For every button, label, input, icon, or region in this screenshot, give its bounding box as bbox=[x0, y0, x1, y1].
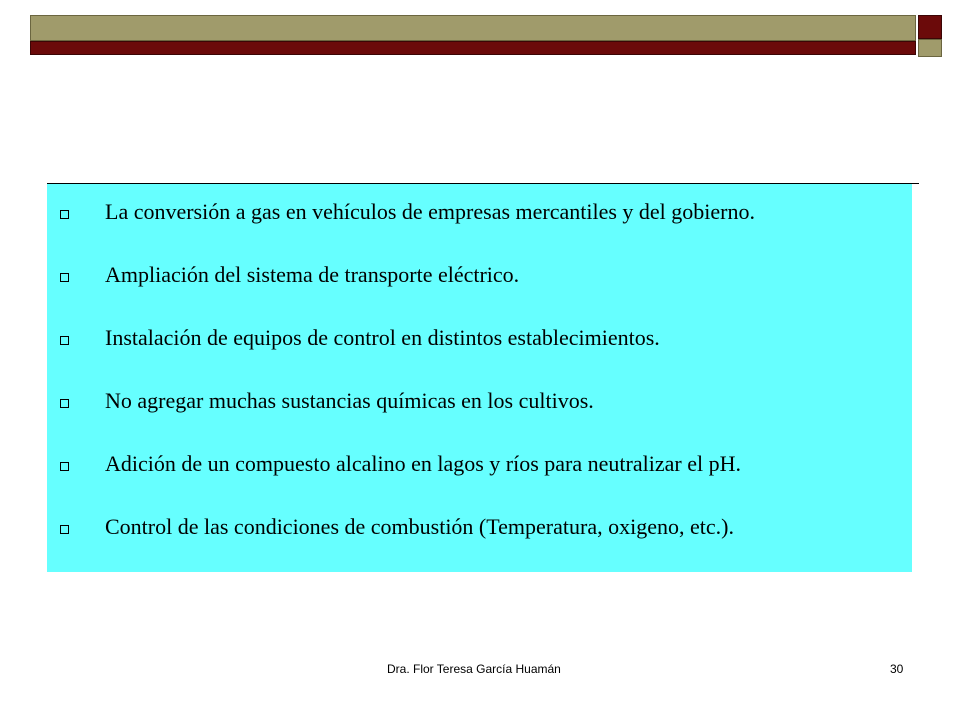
page-number: 30 bbox=[890, 662, 904, 676]
bullet-item bbox=[47, 194, 912, 257]
bullet-text: No agregar muchas sustancias químicas en los cultivos. bbox=[105, 388, 594, 413]
footer-author: Dra. Flor Teresa García Huamán bbox=[387, 662, 561, 676]
square-bullet-icon bbox=[60, 336, 69, 345]
bullet-item bbox=[47, 320, 912, 383]
square-bullet-icon bbox=[60, 273, 69, 282]
footer bbox=[0, 662, 960, 682]
bullet-text: La conversión a gas en vehículos de empresas mercantiles y del gobierno. bbox=[105, 199, 755, 224]
content-box bbox=[47, 184, 912, 572]
bullet-text: Instalación de equipos de control en distintos establecimientos. bbox=[105, 325, 660, 350]
bullet-item bbox=[47, 446, 912, 509]
bullet-text: Control de las condiciones de combustión (Temperatura, oxigeno, etc.). bbox=[105, 514, 734, 539]
square-bullet-icon bbox=[60, 210, 69, 219]
square-bullet-icon bbox=[60, 462, 69, 471]
header-square-olive bbox=[918, 39, 942, 57]
bullet-text: Adición de un compuesto alcalino en lagos y ríos para neutralizar el pH. bbox=[105, 451, 741, 476]
bullet-item bbox=[47, 509, 912, 572]
header-band-olive bbox=[30, 15, 916, 41]
header-band-red bbox=[30, 41, 916, 55]
bullet-item bbox=[47, 383, 912, 446]
header-square-red bbox=[918, 15, 942, 39]
square-bullet-icon bbox=[60, 525, 69, 534]
bullet-text: Ampliación del sistema de transporte eléctrico. bbox=[105, 262, 520, 287]
bullet-item bbox=[47, 257, 912, 320]
bullet-list bbox=[47, 194, 912, 572]
square-bullet-icon bbox=[60, 399, 69, 408]
